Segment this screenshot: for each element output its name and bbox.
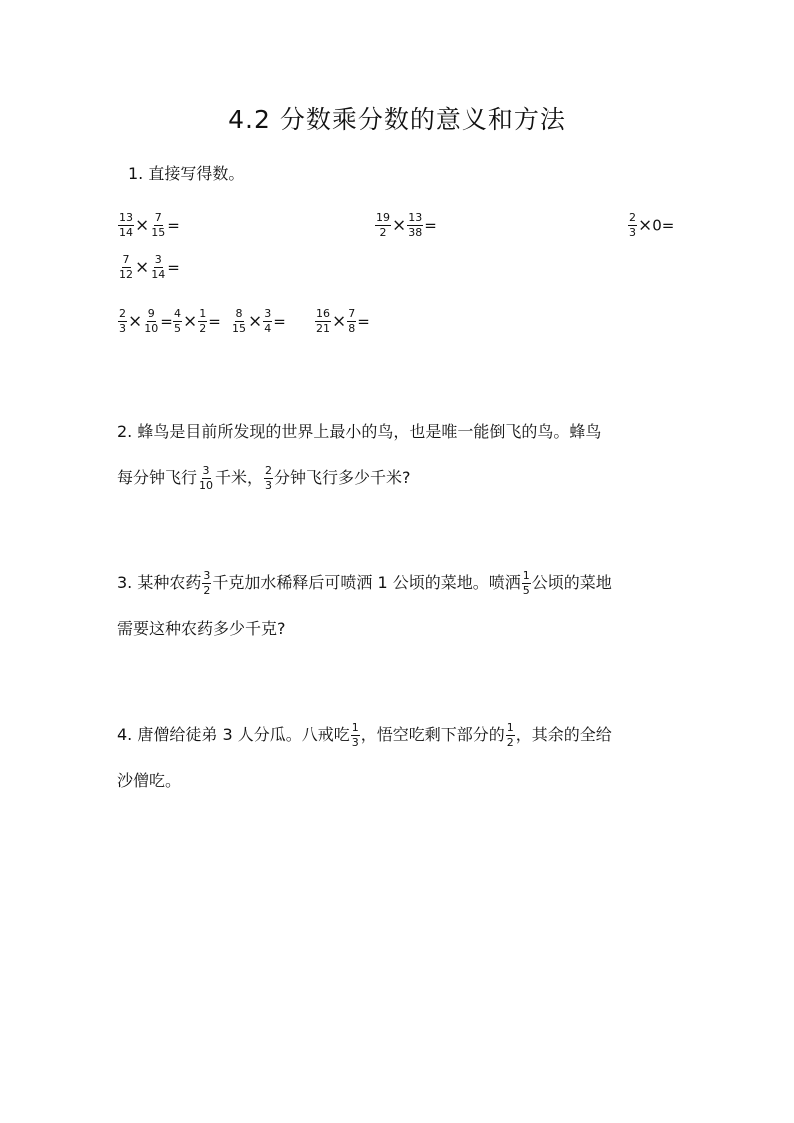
fraction: $\frac{2}{3}$ xyxy=(119,307,126,335)
fraction: $\frac{16}{21}$ xyxy=(316,307,330,335)
question-4-line-1: 4. 唐僧给徒弟 3 人分瓜。八戒吃 $\frac{1}{3}$ ，悟空吃剩下部分的 $\frac{1}{2}$ ，其余的全给 xyxy=(117,721,612,749)
calc-item-2: $\frac{19}{2}$ × $\frac{13}{38}$ = xyxy=(376,211,437,239)
fraction: $\frac{2}{3}$ xyxy=(265,464,273,492)
fraction: $\frac{4}{5}$ xyxy=(174,307,181,335)
question-4 xyxy=(117,712,687,804)
fraction: $\frac{3}{14}$ xyxy=(151,253,166,281)
question-3-line-1: 3. 某种农药 $\frac{3}{2}$ 千克加水稀释后可喷洒 1 公顷的菜地。喷洒 $\frac{1}{5}$ 公顷的菜地 xyxy=(117,569,612,597)
calc-item-1: $\frac{13}{14}$ × $\frac{7}{15}$ = xyxy=(119,211,180,239)
fraction: $\frac{1}{5}$ xyxy=(522,569,530,597)
fraction: $\frac{3}{4}$ xyxy=(264,307,272,335)
fraction: $\frac{1}{3}$ xyxy=(351,721,359,749)
fraction: $\frac{13}{14}$ xyxy=(119,211,133,239)
calc-item-6: $\frac{4}{5}$ × $\frac{1}{2}$ = xyxy=(174,307,221,335)
question-2-line-2: 每分钟飞行 $\frac{3}{10}$ 千米， $\frac{2}{3}$ 分钟飞行多少千米? xyxy=(117,464,411,492)
fraction: $\frac{3}{2}$ xyxy=(203,569,211,597)
calc-item-3: $\frac{2}{3}$ ×0= xyxy=(629,211,675,239)
calc-item-8: $\frac{16}{21}$ × $\frac{7}{8}$ = xyxy=(316,307,370,335)
fraction: $\frac{2}{3}$ xyxy=(629,211,636,239)
fraction: $\frac{1}{2}$ xyxy=(199,307,207,335)
question-2 xyxy=(117,409,687,501)
fraction: $\frac{7}{8}$ xyxy=(348,307,356,335)
fraction: $\frac{7}{12}$ xyxy=(119,253,133,281)
question-3-line-2: 需要这种农药多少千克? xyxy=(117,619,286,638)
fraction: $\frac{19}{2}$ xyxy=(376,211,390,239)
calc-item-7: $\frac{8}{15}$ × $\frac{3}{4}$ = xyxy=(232,307,286,335)
calc-item-4: $\frac{7}{12}$ × $\frac{3}{14}$ = xyxy=(119,253,180,281)
calc-item-5: $\frac{2}{3}$ × $\frac{9}{10}$ = xyxy=(119,307,173,335)
fraction: $\frac{13}{38}$ xyxy=(408,211,423,239)
fraction: $\frac{7}{15}$ xyxy=(151,211,166,239)
fraction: $\frac{1}{2}$ xyxy=(506,721,514,749)
question-2-line-1: 2. 蜂鸟是目前所发现的世界上最小的鸟，也是唯一能倒飞的鸟。蜂鸟 xyxy=(117,422,602,441)
question-4-line-2: 沙僧吃。 xyxy=(117,771,182,790)
question-3 xyxy=(117,560,687,652)
fraction: $\frac{8}{15}$ xyxy=(232,307,246,335)
fraction: $\frac{3}{10}$ xyxy=(199,464,214,492)
fraction: $\frac{9}{10}$ xyxy=(144,307,159,335)
page-title: 4.2 分数乘分数的意义和方法 xyxy=(228,105,566,134)
question-1-heading: 1. 直接写得数。 xyxy=(128,164,245,183)
